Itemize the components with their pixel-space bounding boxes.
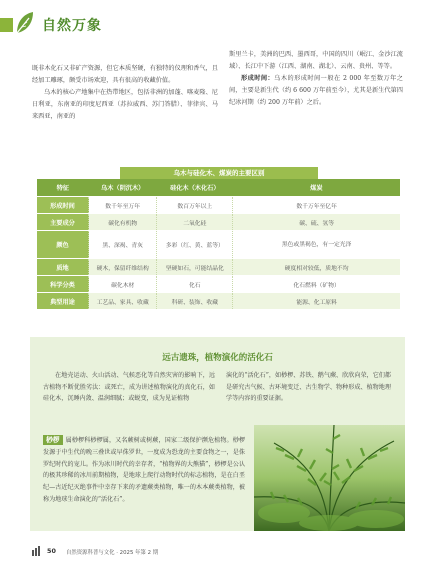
table-cell: 多彩（红、黄、蓝等） — [157, 231, 233, 259]
row-label: 典型用途 — [37, 293, 89, 310]
row-label: 形成时间 — [37, 197, 89, 214]
box-right-text: 演化的“活化石”，如桫椤、苏铁、鹅气蕨、欣欣向荣，它们都是研究古气候、古环境变迁、古生物学、物种形成、植物地理学等内容的重要证据。 — [226, 372, 391, 402]
box-right-column — [226, 370, 391, 405]
table-cell: 化石燃料（矿物） — [233, 276, 400, 293]
table-cell: 黑、深褐、青灰 — [89, 231, 157, 259]
page-number: 50 — [47, 547, 56, 555]
row-label: 质地 — [37, 259, 89, 276]
comparison-table — [37, 179, 400, 310]
table-cell: 数千年至万年 — [89, 197, 157, 214]
section-header — [0, 6, 200, 40]
table-row — [37, 293, 400, 310]
box-left-text: 在地壳运动、火山活动、气候恶化等自然灾害的影响下，远古植物不断优胜劣汰：或死亡，成为讲述植物演化的真化石，如硅化木，沉睡内敛、温润细腻；或蜕变，成为见证植物 — [43, 372, 215, 402]
page-marker-icon — [32, 546, 44, 556]
leaf-icon — [14, 10, 36, 36]
header-bar — [0, 18, 13, 32]
table-cell: 科研、装饰、收藏 — [157, 293, 233, 310]
fern-tag: 桫椤 — [43, 435, 63, 445]
row-label: 主要成分 — [37, 214, 89, 231]
table-row — [37, 259, 400, 276]
right-column — [229, 49, 403, 109]
right-paragraph-2 — [229, 73, 403, 109]
publication-source: 自然资源科普与文化 · 2025 年第 2 期 — [66, 550, 159, 556]
table-title: 乌木与硅化木、煤炭的主要区别 — [120, 167, 318, 179]
table-cell: 能源、化工原料 — [233, 293, 400, 310]
tree-fern-photo — [254, 425, 405, 531]
table-cell: 硬度相对较低，质地不均 — [233, 259, 400, 276]
left-column — [32, 63, 218, 123]
table-cell: 二氧化硅 — [157, 214, 233, 231]
header-coal: 煤炭 — [233, 179, 400, 197]
left-paragraph-2: 乌木的核心产地集中在热带地区，包括非洲的加蓬、喀麦隆、尼日利亚，东南亚的印度尼西亚（苏拉威西、苏门答腊）、菲律宾、马来西亚，南亚的 — [32, 89, 218, 120]
section-title: 自然万象 — [42, 18, 102, 34]
table-cell: 化石 — [157, 276, 233, 293]
box-left-column — [43, 370, 215, 405]
table-cell: 碳化有机物 — [89, 214, 157, 231]
table-cell: 碳化木材 — [89, 276, 157, 293]
row-label: 颜色 — [37, 231, 89, 259]
table-cell: 工艺品、家具、收藏 — [89, 293, 157, 310]
table-row — [37, 214, 400, 231]
table-cell: 硬木，保留纤维结构 — [89, 259, 157, 276]
living-fossil-box — [30, 337, 405, 531]
header-petrified-wood: 硅化木（木化石） — [157, 179, 233, 197]
table-cell: 碳、硫、氢等 — [233, 214, 400, 231]
box-title: 远古遗珠，植物演化的活化石 — [162, 353, 273, 363]
table-cell: 数千万年至亿年 — [233, 197, 400, 214]
formation-time-text: 乌木的形成时间一般在 2 000 年至数万年之间，主要是新生代（约 6 600 万年前至今），尤其是新生代第四纪冰河期（约 200 万年前）之后。 — [229, 75, 403, 106]
table-row — [37, 231, 400, 259]
formation-time-label: 形成时间： — [241, 75, 275, 82]
header-wumu: 乌木（阴沉木） — [89, 179, 157, 197]
fern-description — [43, 435, 245, 506]
table-cell: 黑色或黑褐色，有一定光泽 — [233, 231, 400, 259]
table-header-row — [37, 179, 400, 197]
table-row — [37, 197, 400, 214]
fern-text: 属桫椤科桫椤属，又名蕨树或树蕨，国家二级保护濒危植物。桫椤发源于中生代的晚三叠世或早侏罗世，一度成为恐龙的主要食物之一，是侏罗纪时代的宠儿。作为冰川时代的幸存者，“植物界的大熊猫”，桫椤是公认的极其珍稀的冰川前期植物，是地球上爬行动物时代的标志植物，是在白垩纪—古近纪灭绝事件中幸存下来的矛遗蕨类植物，唯一的木本蕨类植物，被称为地球生命演化的“活化石”。 — [43, 437, 245, 503]
table-cell: 坚硬如石，可能结晶化 — [157, 259, 233, 276]
table-cell: 数百万年以上 — [157, 197, 233, 214]
row-label: 科学分类 — [37, 276, 89, 293]
left-paragraph-1: 既非木化石又非矿产资源，但它本质坚硬，有独特的仪理和香气，且经加工雕琢，颇受市场欢迎，具有很高的收藏价值。 — [32, 65, 218, 84]
table-row — [37, 276, 400, 293]
right-paragraph-1: 斯里兰卡，美洲的巴西、墨西哥，中国的四川（岷江、金沙江流域）、长江中下游（江西、湖南、湖北）、云南、贵州、等等。 — [229, 51, 403, 70]
header-feature: 特征 — [37, 179, 89, 197]
